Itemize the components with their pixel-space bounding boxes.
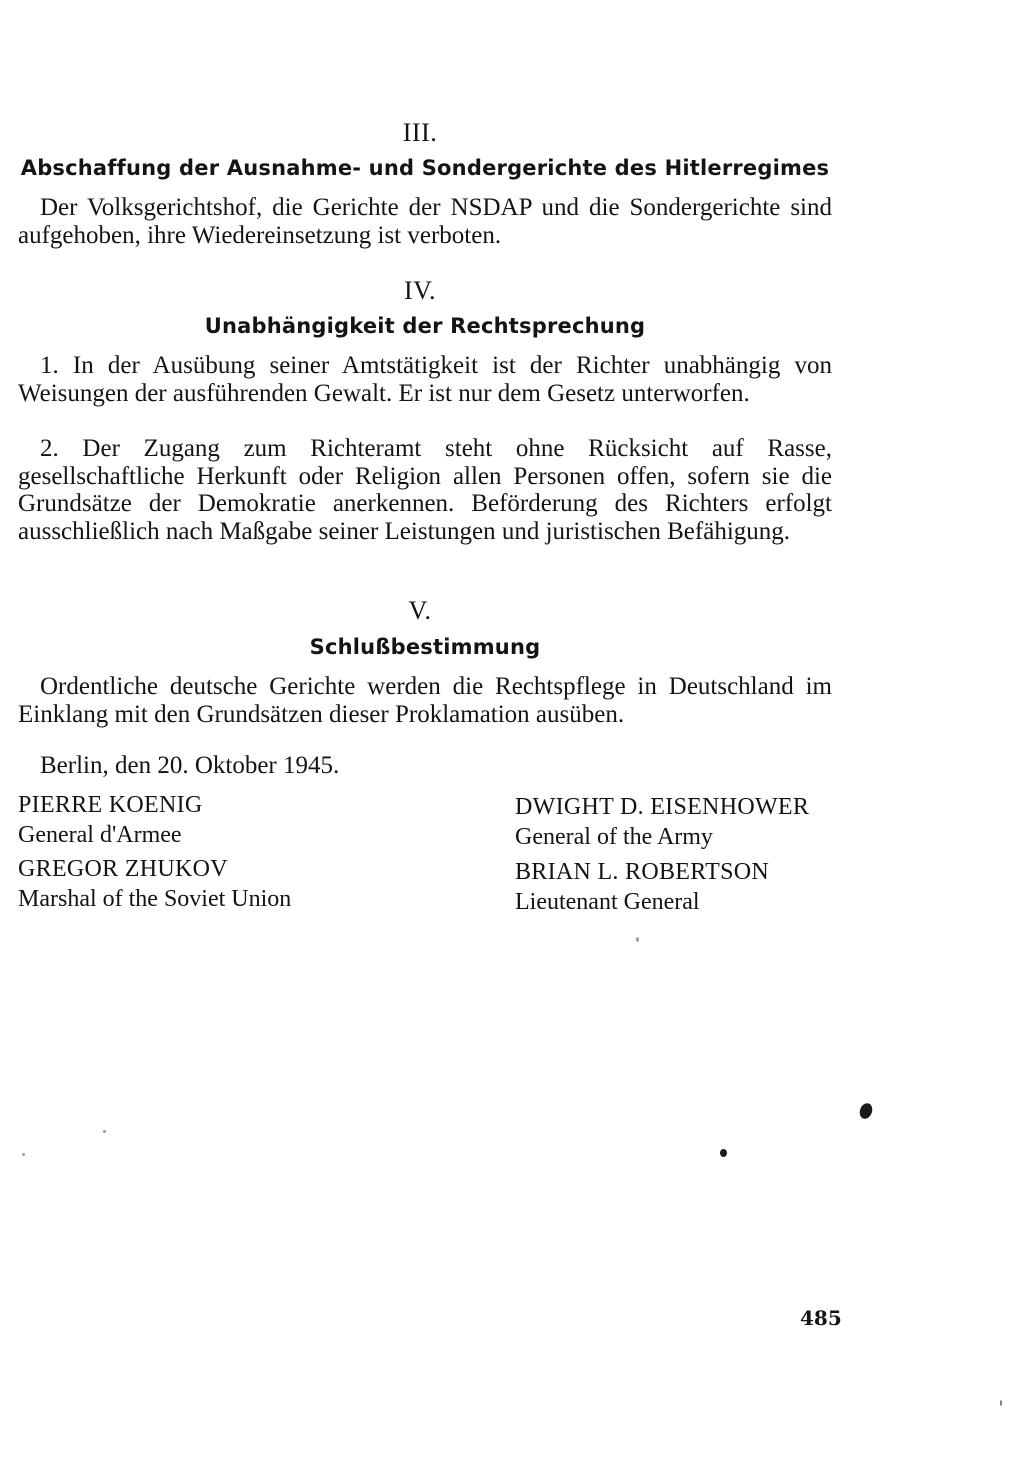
signatory-name: PIERRE KOENIG bbox=[18, 792, 203, 818]
signatory-title: General of the Army bbox=[515, 824, 713, 850]
signatory-name: GREGOR ZHUKOV bbox=[18, 856, 228, 882]
signatory-title: Marshal of the Soviet Union bbox=[18, 886, 292, 912]
scan-speck bbox=[720, 1149, 727, 1157]
section-paragraph-v-1: Ordentliche deutsche Gerichte werden die Rechtspflege in Deutschland im Einklang mit den Grundsätzen dieser Proklamation ausüben. bbox=[18, 673, 832, 728]
section-heading-iii: Abschaffung der Ausnahme- und Sondergerichte des Hitlerregimes bbox=[20, 156, 830, 180]
signatory-name: BRIAN L. ROBERTSON bbox=[515, 859, 769, 885]
section-paragraph-iv-1: 1. In der Ausübung seiner Amtstätigkeit ist der Richter unabhängig von Weisungen der ausführenden Gewalt. Er ist nur dem Gesetz unterworfen. bbox=[18, 352, 832, 407]
scan-speck bbox=[636, 937, 639, 942]
signatory-name: DWIGHT D. EISENHOWER bbox=[515, 794, 810, 820]
section-paragraph-iv-2: 2. Der Zugang zum Richteramt steht ohne Rücksicht auf Rasse, gesellschaftliche Herkunft oder Religion allen Personen offen, sofern sie die Grundsätze der Demokratie anerkennen. Beförderung des Richters erfolgt ausschließlich nach Maßgabe seiner Leistungen und juristischen Befähigung. bbox=[18, 435, 832, 545]
signature-eisenhower bbox=[515, 792, 809, 852]
section-heading-iv: Unabhängigkeit der Rechtsprechung bbox=[204, 314, 646, 338]
place-date: Berlin, den 20. Oktober 1945. bbox=[40, 752, 340, 779]
scan-speck bbox=[103, 1130, 106, 1133]
section-paragraph-iii-1: Der Volksgerichtshof, die Gerichte der NSDAP und die Sondergerichte sind aufgehoben, ihre Wiedereinsetzung ist verboten. bbox=[18, 194, 832, 249]
signatory-title: General d'Armee bbox=[18, 822, 182, 848]
signature-robertson bbox=[515, 857, 769, 917]
signature-koenig bbox=[18, 790, 203, 850]
scan-speck bbox=[1000, 1400, 1002, 1406]
signature-zhukov bbox=[18, 854, 291, 914]
scan-speck bbox=[858, 1101, 875, 1120]
section-heading-v: Schlußbestimmung bbox=[309, 635, 541, 659]
page-number: 485 bbox=[800, 1306, 842, 1330]
section-number-v: V. bbox=[408, 596, 432, 625]
section-number-iii: III. bbox=[402, 118, 438, 147]
scan-speck bbox=[22, 1153, 25, 1156]
signatory-title: Lieutenant General bbox=[515, 889, 700, 915]
section-number-iv: IV. bbox=[403, 276, 437, 305]
